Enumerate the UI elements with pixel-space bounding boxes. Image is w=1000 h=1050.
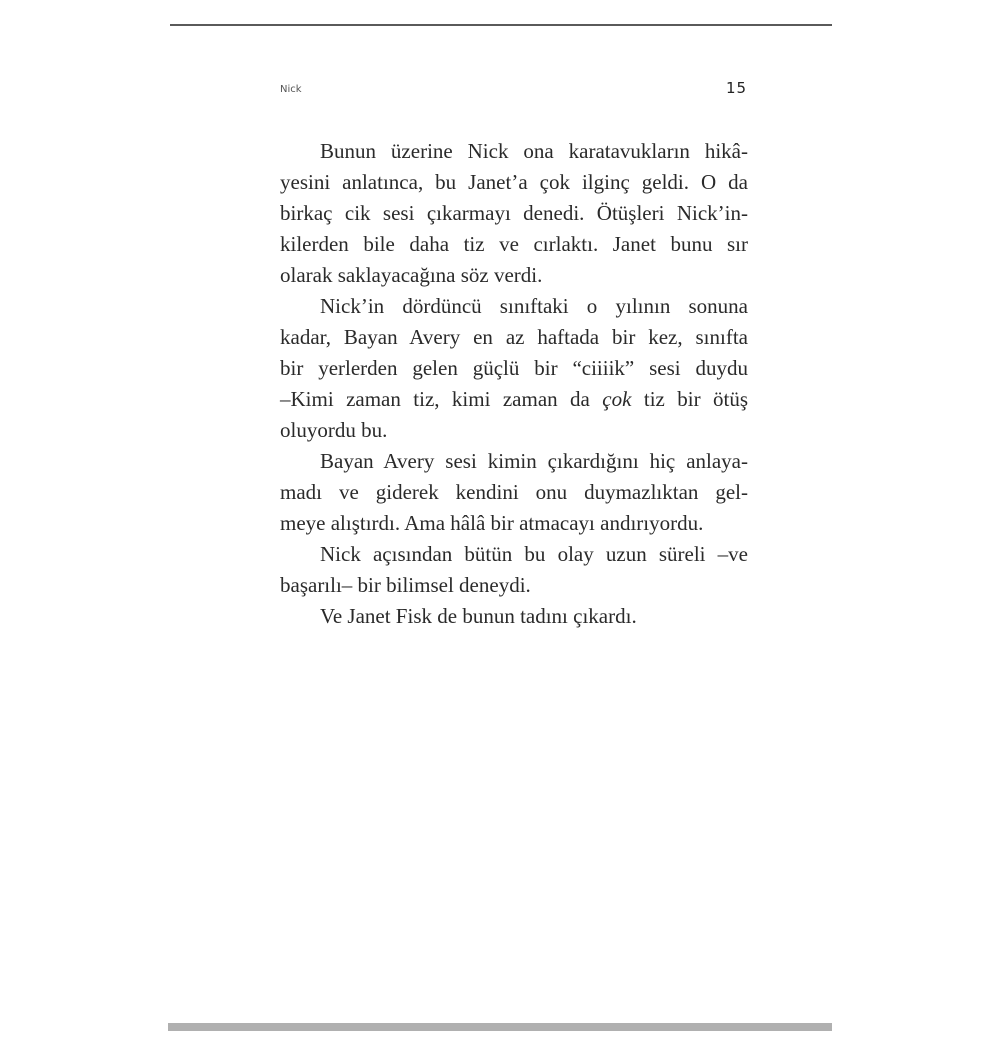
bottom-bar xyxy=(168,1023,832,1031)
running-head: Nick xyxy=(280,84,302,95)
text-line: yesini anlatınca, bu Janet’a çok ilginç geldi. O da xyxy=(280,170,748,194)
text-segment: tiz bir ötüş xyxy=(631,387,749,411)
text-line: Bayan Avery sesi kimin çıkardığını hiç anlaya- xyxy=(320,449,748,473)
text-line: bir yerlerden gelen güçlü bir “ciiiik” sesi duydu xyxy=(280,356,748,380)
paragraph-2 xyxy=(280,291,748,446)
text-line: madı ve giderek kendini onu duymazlıktan gel- xyxy=(280,480,748,504)
text-line-with-emphasis xyxy=(280,384,748,415)
text-line: birkaç cik sesi çıkarmayı denedi. Ötüşleri Nick’in- xyxy=(280,201,748,225)
text-line: olarak saklayacağına söz verdi. xyxy=(280,263,543,287)
emphasis-text: çok xyxy=(602,387,632,411)
text-line: Ve Janet Fisk de bunun tadını çıkardı. xyxy=(320,604,637,628)
text-line: Bunun üzerine Nick ona karatavukların hikâ- xyxy=(320,139,748,163)
paragraph-4 xyxy=(280,539,748,601)
text-line: Nick’in dördüncü sınıftaki o yılının sonuna xyxy=(320,294,748,318)
text-line: başarılı– bir bilimsel deneydi. xyxy=(280,573,531,597)
page-number: 15 xyxy=(726,79,748,97)
body-text xyxy=(280,136,748,632)
text-line: Nick açısından bütün bu olay uzun süreli –ve xyxy=(320,542,748,566)
paragraph-5 xyxy=(280,601,748,632)
text-line: kadar, Bayan Avery en az haftada bir kez, sınıfta xyxy=(280,325,748,349)
text-line: oluyordu bu. xyxy=(280,418,388,442)
paragraph-1 xyxy=(280,136,748,291)
text-line: meye alıştırdı. Ama hâlâ bir atmacayı andırıyordu. xyxy=(280,511,704,535)
top-rule xyxy=(170,24,832,26)
paragraph-3 xyxy=(280,446,748,539)
text-line: kilerden bile daha tiz ve cırlaktı. Janet bunu sır xyxy=(280,232,748,256)
text-segment: –Kimi zaman tiz, kimi zaman da xyxy=(280,387,603,411)
